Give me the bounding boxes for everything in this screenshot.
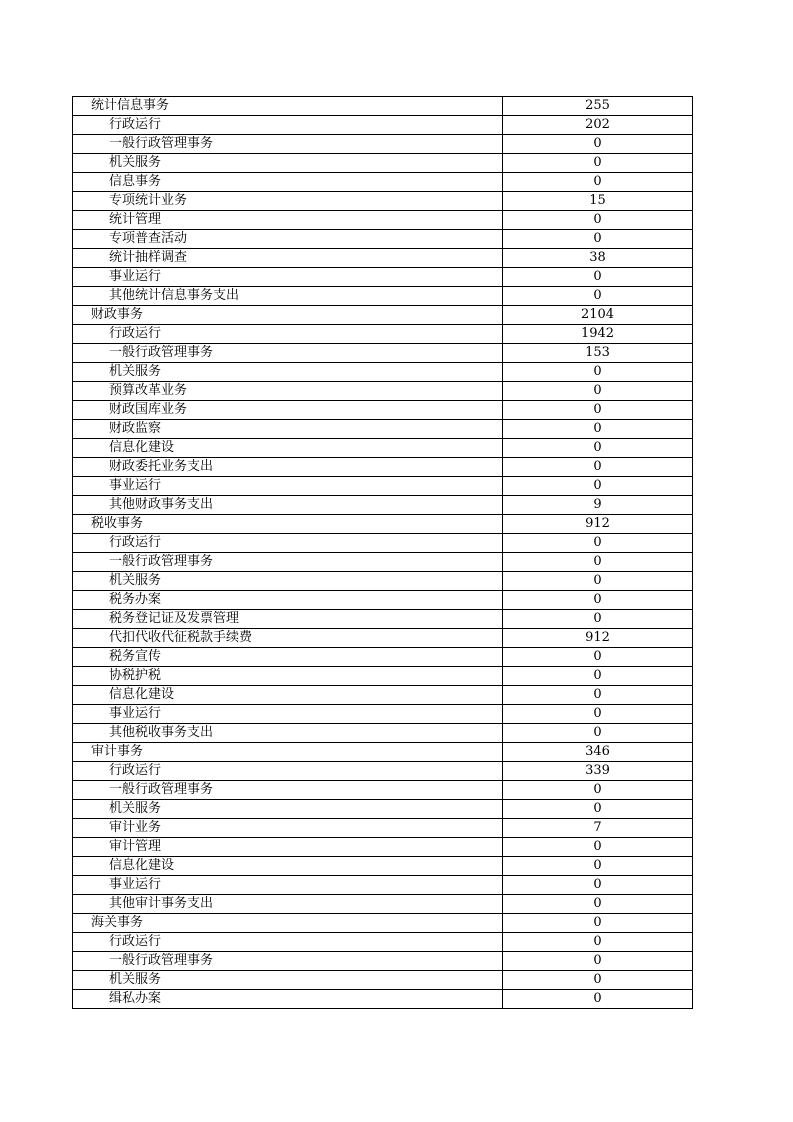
amount-cell: 0 — [503, 838, 693, 857]
subitem-row — [73, 211, 693, 230]
subitem-row — [73, 249, 693, 268]
subitem-name-cell: 其他税收事务支出 — [73, 724, 503, 743]
subitem-row — [73, 857, 693, 876]
subitem-row — [73, 173, 693, 192]
subitem-name-cell: 信息化建设 — [73, 686, 503, 705]
subitem-name-cell: 其他审计事务支出 — [73, 895, 503, 914]
amount-cell: 0 — [503, 268, 693, 287]
amount-cell: 0 — [503, 648, 693, 667]
subitem-row — [73, 876, 693, 895]
amount-cell: 0 — [503, 230, 693, 249]
subitem-row — [73, 800, 693, 819]
amount-cell: 0 — [503, 382, 693, 401]
subitem-name-cell: 机关服务 — [73, 363, 503, 382]
amount-cell: 0 — [503, 800, 693, 819]
subitem-name-cell: 审计管理 — [73, 838, 503, 857]
subitem-row — [73, 401, 693, 420]
amount-cell: 0 — [503, 914, 693, 933]
subitem-name-cell: 机关服务 — [73, 572, 503, 591]
subitem-name-cell: 行政运行 — [73, 933, 503, 952]
subitem-name-cell: 统计管理 — [73, 211, 503, 230]
subitem-row — [73, 724, 693, 743]
subitem-row — [73, 458, 693, 477]
subitem-name-cell: 预算改革业务 — [73, 382, 503, 401]
subitem-row — [73, 230, 693, 249]
amount-cell: 912 — [503, 515, 693, 534]
subitem-row — [73, 838, 693, 857]
subitem-name-cell: 行政运行 — [73, 325, 503, 344]
subitem-row — [73, 420, 693, 439]
subitem-row — [73, 477, 693, 496]
category-name-cell: 税收事务 — [73, 515, 503, 534]
category-row — [73, 306, 693, 325]
subitem-row — [73, 610, 693, 629]
amount-cell: 0 — [503, 591, 693, 610]
subitem-name-cell: 税务宣传 — [73, 648, 503, 667]
expenditure-table-body — [73, 97, 693, 1009]
subitem-row — [73, 572, 693, 591]
amount-cell: 0 — [503, 173, 693, 192]
subitem-row — [73, 819, 693, 838]
subitem-row — [73, 705, 693, 724]
subitem-row — [73, 287, 693, 306]
subitem-row — [73, 952, 693, 971]
amount-cell: 0 — [503, 572, 693, 591]
subitem-name-cell: 行政运行 — [73, 116, 503, 135]
amount-cell: 0 — [503, 724, 693, 743]
category-row — [73, 914, 693, 933]
amount-cell: 0 — [503, 135, 693, 154]
subitem-name-cell: 一般行政管理事务 — [73, 344, 503, 363]
amount-cell: 0 — [503, 952, 693, 971]
subitem-name-cell: 统计抽样调查 — [73, 249, 503, 268]
amount-cell: 0 — [503, 211, 693, 230]
amount-cell: 0 — [503, 154, 693, 173]
subitem-name-cell: 事业运行 — [73, 268, 503, 287]
amount-cell: 0 — [503, 610, 693, 629]
amount-cell: 0 — [503, 857, 693, 876]
subitem-name-cell: 一般行政管理事务 — [73, 952, 503, 971]
subitem-row — [73, 534, 693, 553]
expenditure-table — [72, 96, 693, 1009]
amount-cell: 0 — [503, 363, 693, 382]
subitem-name-cell: 机关服务 — [73, 154, 503, 173]
subitem-row — [73, 116, 693, 135]
subitem-name-cell: 事业运行 — [73, 705, 503, 724]
amount-cell: 0 — [503, 553, 693, 572]
subitem-name-cell: 行政运行 — [73, 534, 503, 553]
amount-cell: 2104 — [503, 306, 693, 325]
subitem-name-cell: 财政监察 — [73, 420, 503, 439]
amount-cell: 0 — [503, 287, 693, 306]
amount-cell: 0 — [503, 781, 693, 800]
subitem-row — [73, 344, 693, 363]
subitem-row — [73, 895, 693, 914]
subitem-name-cell: 机关服务 — [73, 800, 503, 819]
subitem-row — [73, 154, 693, 173]
subitem-name-cell: 机关服务 — [73, 971, 503, 990]
subitem-row — [73, 667, 693, 686]
category-row — [73, 97, 693, 116]
amount-cell: 0 — [503, 477, 693, 496]
subitem-name-cell: 审计业务 — [73, 819, 503, 838]
amount-cell: 339 — [503, 762, 693, 781]
amount-cell: 1942 — [503, 325, 693, 344]
subitem-name-cell: 事业运行 — [73, 876, 503, 895]
subitem-name-cell: 其他统计信息事务支出 — [73, 287, 503, 306]
category-row — [73, 515, 693, 534]
subitem-row — [73, 933, 693, 952]
category-name-cell: 统计信息事务 — [73, 97, 503, 116]
amount-cell: 0 — [503, 667, 693, 686]
amount-cell: 9 — [503, 496, 693, 515]
amount-cell: 38 — [503, 249, 693, 268]
amount-cell: 0 — [503, 686, 693, 705]
amount-cell: 0 — [503, 895, 693, 914]
amount-cell: 0 — [503, 705, 693, 724]
amount-cell: 255 — [503, 97, 693, 116]
subitem-name-cell: 税务登记证及发票管理 — [73, 610, 503, 629]
subitem-name-cell: 专项普查活动 — [73, 230, 503, 249]
subitem-name-cell: 信息化建设 — [73, 857, 503, 876]
amount-cell: 0 — [503, 439, 693, 458]
amount-cell: 0 — [503, 534, 693, 553]
subitem-name-cell: 协税护税 — [73, 667, 503, 686]
subitem-name-cell: 税务办案 — [73, 591, 503, 610]
amount-cell: 153 — [503, 344, 693, 363]
subitem-name-cell: 行政运行 — [73, 762, 503, 781]
subitem-row — [73, 629, 693, 648]
subitem-row — [73, 971, 693, 990]
subitem-row — [73, 781, 693, 800]
amount-cell: 0 — [503, 990, 693, 1009]
subitem-row — [73, 192, 693, 211]
amount-cell: 7 — [503, 819, 693, 838]
subitem-name-cell: 缉私办案 — [73, 990, 503, 1009]
amount-cell: 0 — [503, 971, 693, 990]
subitem-row — [73, 990, 693, 1009]
subitem-row — [73, 439, 693, 458]
amount-cell: 0 — [503, 876, 693, 895]
amount-cell: 15 — [503, 192, 693, 211]
amount-cell: 0 — [503, 933, 693, 952]
subitem-row — [73, 382, 693, 401]
subitem-name-cell: 其他财政事务支出 — [73, 496, 503, 515]
subitem-name-cell: 一般行政管理事务 — [73, 781, 503, 800]
subitem-name-cell: 代扣代收代征税款手续费 — [73, 629, 503, 648]
subitem-row — [73, 648, 693, 667]
subitem-name-cell: 一般行政管理事务 — [73, 553, 503, 572]
category-name-cell: 财政事务 — [73, 306, 503, 325]
subitem-name-cell: 信息事务 — [73, 173, 503, 192]
subitem-row — [73, 325, 693, 344]
amount-cell: 912 — [503, 629, 693, 648]
subitem-row — [73, 591, 693, 610]
amount-cell: 202 — [503, 116, 693, 135]
amount-cell: 346 — [503, 743, 693, 762]
amount-cell: 0 — [503, 420, 693, 439]
category-name-cell: 海关事务 — [73, 914, 503, 933]
subitem-name-cell: 财政委托业务支出 — [73, 458, 503, 477]
amount-cell: 0 — [503, 401, 693, 420]
subitem-name-cell: 信息化建设 — [73, 439, 503, 458]
subitem-row — [73, 762, 693, 781]
subitem-name-cell: 事业运行 — [73, 477, 503, 496]
subitem-name-cell: 一般行政管理事务 — [73, 135, 503, 154]
category-row — [73, 743, 693, 762]
category-name-cell: 审计事务 — [73, 743, 503, 762]
subitem-name-cell: 专项统计业务 — [73, 192, 503, 211]
subitem-row — [73, 135, 693, 154]
subitem-row — [73, 363, 693, 382]
subitem-row — [73, 268, 693, 287]
subitem-row — [73, 686, 693, 705]
amount-cell: 0 — [503, 458, 693, 477]
subitem-name-cell: 财政国库业务 — [73, 401, 503, 420]
subitem-row — [73, 553, 693, 572]
subitem-row — [73, 496, 693, 515]
